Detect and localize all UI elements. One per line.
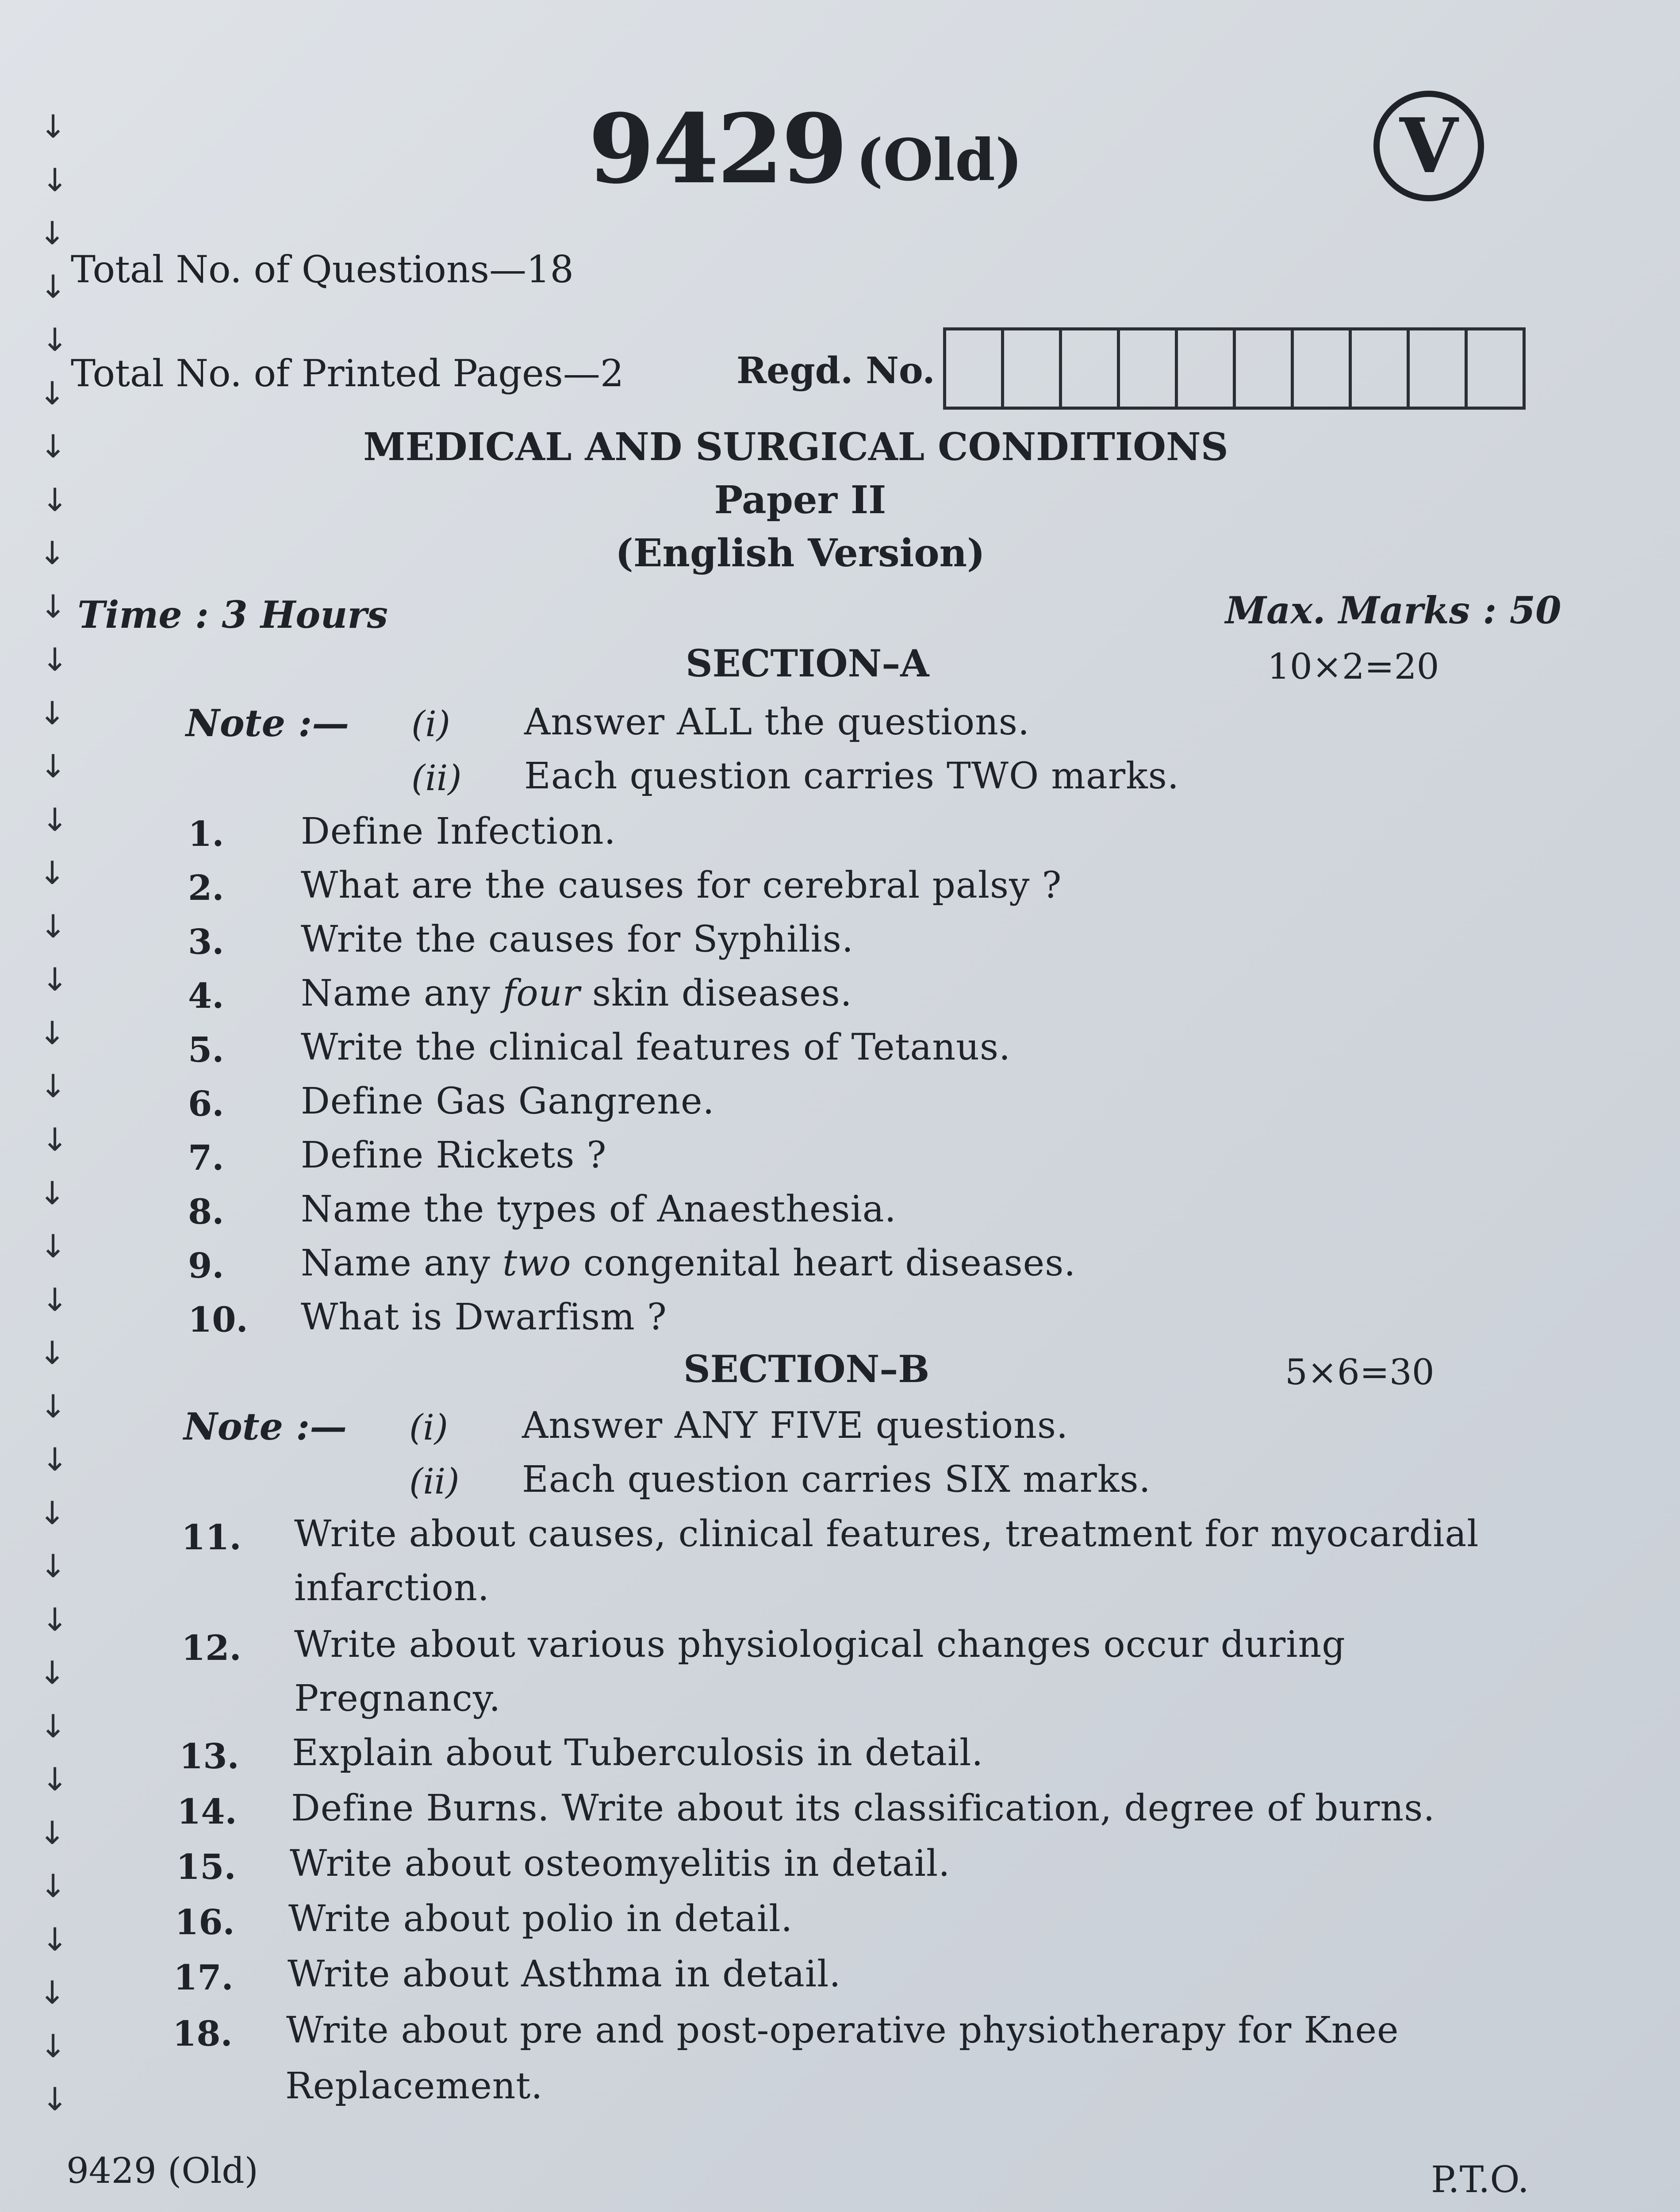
max-marks: Max. Marks : 50	[1225, 588, 1561, 632]
question-text: Write about various physiological changes occur during	[294, 1624, 1346, 1666]
section-a-note-roman: (ii)	[411, 757, 462, 799]
section-a-note-label: Note :—	[186, 701, 349, 745]
down-arrow-icon: ↓	[39, 375, 66, 412]
down-arrow-icon: ↓	[40, 2028, 67, 2065]
series-letter: V	[1400, 102, 1458, 190]
down-arrow-icon: ↓	[42, 801, 69, 838]
section-a-note-text: Each question carries TWO marks.	[524, 755, 1179, 797]
down-arrow-icon: ↓	[42, 2081, 69, 2118]
question-text-continued: infarction.	[294, 1567, 490, 1609]
down-arrow-icon: ↓	[39, 215, 66, 252]
regd-digit-box[interactable]	[1120, 330, 1178, 407]
exam-time: Time : 3 Hours	[77, 593, 388, 637]
question-text: Write about pre and post-operative physiotherapy for Knee	[286, 2009, 1399, 2051]
question-text-continued: Replacement.	[285, 2065, 543, 2107]
down-arrow-icon: ↓	[42, 1601, 69, 1638]
regd-digit-box[interactable]	[1352, 330, 1410, 407]
down-arrow-icon: ↓	[39, 534, 66, 572]
question-text: Explain about Tuberculosis in detail.	[292, 1732, 984, 1774]
down-arrow-icon: ↓	[40, 748, 67, 785]
down-arrow-icon: ↓	[39, 1654, 66, 1691]
down-arrow-icon: ↓	[42, 1761, 69, 1798]
paper-code-tag: (Old)	[856, 126, 1023, 194]
question-text: Write the clinical features of Tetanus.	[301, 1026, 1011, 1068]
footer-paper-code: 9429 (Old)	[66, 2150, 258, 2191]
question-number: 1.	[188, 814, 224, 854]
down-arrow-icon: ↓	[40, 268, 67, 305]
section-a-marks: 10×2=20	[1267, 646, 1439, 687]
question-number: 10.	[188, 1300, 248, 1340]
question-number: 15.	[176, 1847, 236, 1887]
down-arrow-icon: ↓	[40, 1068, 67, 1105]
regd-no-boxes[interactable]	[943, 327, 1526, 410]
down-arrow-icon: ↓	[39, 695, 66, 732]
section-b-note-roman: (i)	[409, 1407, 449, 1448]
exam-subject-title: MEDICAL AND SURGICAL CONDITIONS	[363, 425, 1228, 469]
regd-no-label: Regd. No.	[736, 349, 935, 392]
section-b-note-text: Answer ANY FIVE questions.	[522, 1405, 1069, 1447]
down-arrow-icon: ↓	[40, 908, 67, 945]
down-arrow-icon: ↓	[40, 1228, 67, 1265]
question-text: Define Rickets ?	[301, 1134, 607, 1176]
question-number: 17.	[173, 1958, 234, 1998]
question-text-continued: Pregnancy.	[294, 1678, 501, 1720]
question-number: 13.	[179, 1736, 239, 1777]
question-text: Name any four skin diseases.	[301, 972, 852, 1014]
question-text: What is Dwarfism ?	[301, 1296, 667, 1338]
question-number: 4.	[188, 976, 224, 1016]
question-number: 7.	[188, 1138, 224, 1178]
down-arrow-icon: ↓	[42, 961, 69, 998]
down-arrow-icon: ↓	[39, 1974, 66, 2011]
question-number: 14.	[177, 1792, 237, 1832]
question-number: 5.	[188, 1030, 224, 1070]
left-arrow-strip	[39, 108, 74, 2146]
question-text: Write the causes for Syphilis.	[301, 918, 854, 960]
question-number: 8.	[188, 1192, 224, 1232]
down-arrow-icon: ↓	[39, 854, 66, 891]
question-number: 6.	[188, 1084, 224, 1124]
down-arrow-icon: ↓	[40, 588, 67, 625]
section-a-heading: SECTION–A	[686, 641, 929, 685]
question-number: 12.	[181, 1628, 242, 1668]
down-arrow-icon: ↓	[42, 1121, 69, 1158]
question-text: Name any two congenital heart diseases.	[301, 1242, 1076, 1284]
section-a-note-roman: (i)	[411, 703, 451, 745]
regd-digit-box[interactable]	[1062, 330, 1120, 407]
total-questions: Total No. of Questions—18	[71, 248, 574, 291]
regd-digit-box[interactable]	[1468, 330, 1523, 407]
question-number: 9.	[188, 1246, 224, 1286]
regd-digit-box[interactable]	[1294, 330, 1352, 407]
down-arrow-icon: ↓	[39, 1014, 66, 1052]
section-b-heading: SECTION–B	[683, 1347, 930, 1391]
question-text: Write about causes, clinical features, treatment for myocardial	[294, 1513, 1479, 1555]
question-number: 18.	[173, 2014, 233, 2054]
regd-digit-box[interactable]	[1004, 330, 1062, 407]
regd-digit-box[interactable]	[1236, 330, 1294, 407]
down-arrow-icon: ↓	[40, 1548, 67, 1585]
down-arrow-icon: ↓	[39, 1175, 66, 1212]
total-printed-pages: Total No. of Printed Pages—2	[71, 352, 624, 395]
question-number: 3.	[188, 922, 224, 962]
down-arrow-icon: ↓	[39, 1814, 66, 1851]
question-text: Define Burns. Write about its classification, degree of burns.	[291, 1787, 1435, 1829]
down-arrow-icon: ↓	[42, 1921, 69, 1958]
section-a-note-text: Answer ALL the questions.	[524, 701, 1030, 743]
footer-pto: P.T.O.	[1431, 2159, 1529, 2201]
down-arrow-icon: ↓	[42, 161, 69, 199]
question-text: Write about osteomyelitis in detail.	[290, 1843, 951, 1885]
section-b-note-roman: (ii)	[409, 1461, 460, 1502]
down-arrow-icon: ↓	[42, 481, 69, 518]
question-text: Define Gas Gangrene.	[301, 1080, 715, 1122]
down-arrow-icon: ↓	[42, 321, 69, 358]
question-number: 11.	[181, 1517, 242, 1558]
language-version: (English Version)	[615, 531, 985, 576]
regd-digit-box[interactable]	[946, 330, 1004, 407]
down-arrow-icon: ↓	[42, 1441, 69, 1478]
question-number: 2.	[188, 868, 224, 908]
question-text: Name the types of Anaesthesia.	[301, 1188, 897, 1230]
question-text: Write about polio in detail.	[288, 1898, 793, 1940]
question-text: Define Infection.	[301, 810, 616, 853]
down-arrow-icon: ↓	[40, 108, 67, 145]
paper-code: 9429	[588, 93, 846, 205]
section-b-marks: 5×6=30	[1285, 1352, 1435, 1393]
question-text: What are the causes for cerebral palsy ?	[301, 864, 1062, 906]
section-b-note-label: Note :—	[184, 1405, 347, 1448]
paper-number: Paper II	[714, 478, 886, 522]
down-arrow-icon: ↓	[40, 1867, 67, 1905]
question-number: 16.	[175, 1902, 235, 1943]
regd-digit-box[interactable]	[1410, 330, 1468, 407]
down-arrow-icon: ↓	[40, 1708, 67, 1745]
regd-digit-box[interactable]	[1178, 330, 1236, 407]
series-letter-badge	[1373, 91, 1484, 201]
down-arrow-icon: ↓	[42, 641, 69, 678]
down-arrow-icon: ↓	[42, 1281, 69, 1318]
down-arrow-icon: ↓	[40, 1388, 67, 1425]
question-text: Write about Asthma in detail.	[288, 1953, 841, 1995]
down-arrow-icon: ↓	[39, 1494, 66, 1532]
down-arrow-icon: ↓	[39, 1334, 66, 1371]
down-arrow-icon: ↓	[40, 428, 67, 465]
section-b-note-text: Each question carries SIX marks.	[522, 1459, 1151, 1501]
